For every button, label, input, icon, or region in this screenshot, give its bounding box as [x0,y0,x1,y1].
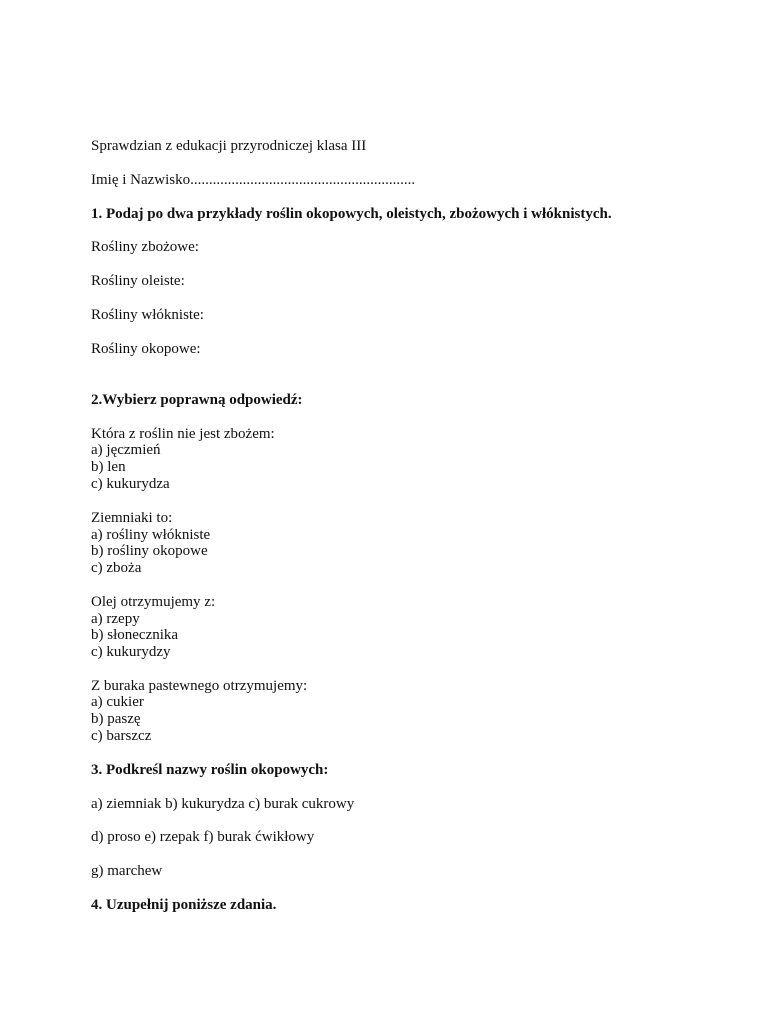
question-3-heading: 3. Podkreśl nazwy roślin okopowych: [91,762,329,778]
q3-line: g) marchew [91,863,163,879]
q2-prompt-2: Ziemniaki to: [91,510,173,526]
q2-option: b) paszę [91,711,141,727]
q2-prompt-4: Z buraka pastewnego otrzymujemy: [91,678,308,694]
question-4-heading: 4. Uzupełnij poniższe zdania. [91,897,277,913]
q3-line: a) ziemniak b) kukurydza c) burak cukrowy [91,796,355,812]
q2-prompt-1: Która z roślin nie jest zbożem: [91,426,275,442]
q2-option: c) kukurydza [91,476,170,492]
question-1-heading: 1. Podaj po dwa przykłady roślin okopowych, oleistych, zbożowych i włóknistych. [91,206,612,222]
q2-option: b) słonecznika [91,627,179,643]
name-field-line: Imię i Nazwisko............................................................ [91,172,416,188]
q1-item-root: Rośliny okopowe: [91,341,201,357]
q1-item-oil: Rośliny oleiste: [91,273,185,289]
q1-item-fiber: Rośliny włókniste: [91,307,204,323]
q2-option: c) kukurydzy [91,644,171,660]
q2-option: b) len [91,459,126,475]
q2-option: a) cukier [91,694,144,710]
q2-option: c) barszcz [91,728,152,744]
q2-prompt-3: Olej otrzymujemy z: [91,594,216,610]
q2-option: a) rośliny włókniste [91,527,211,543]
q2-option: a) rzepy [91,611,140,627]
q2-option: a) jęczmień [91,442,161,458]
question-2-heading: 2.Wybierz poprawną odpowiedź: [91,392,303,408]
q3-line: d) proso e) rzepak f) burak ćwikłowy [91,829,315,845]
page-title: Sprawdzian z edukacji przyrodniczej klasa III [91,138,367,154]
q2-option: b) rośliny okopowe [91,543,208,559]
q1-item-cereal: Rośliny zbożowe: [91,239,199,255]
q2-option: c) zboża [91,560,142,576]
